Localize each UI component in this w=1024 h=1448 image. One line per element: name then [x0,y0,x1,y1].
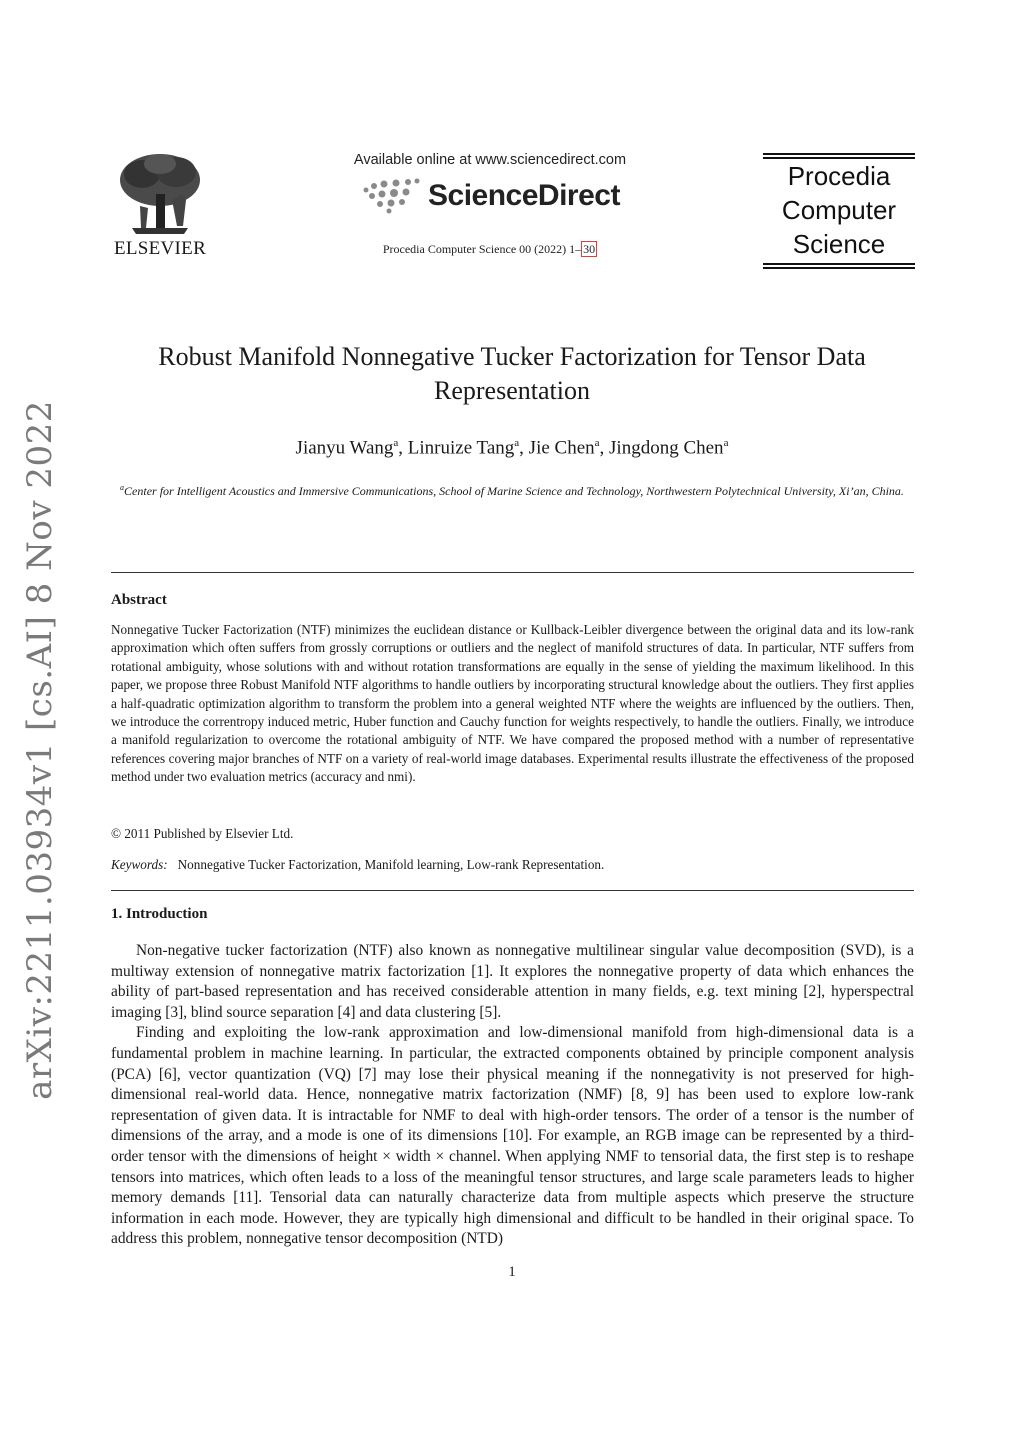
abstract-body: Nonnegative Tucker Factorization (NTF) minimizes the euclidean distance or Kullback-Leibler divergence between the original data and its low-rank approximation which often suffers from grossly corruptions or outliers and the neglect of manifold structures of data. In particular, NTF suffers from rotational ambiguity, whose solutions with and without rotation transformations are equally in the sense of yielding the maximum likelihood. In this paper, we propose three Robust Manifold NTF algorithms to handle outliers by incorporating structural knowledge about the outliers. They first applies a half-quadratic optimization algorithm to transform the problem into a general weighted NTF where the weights are influenced by the outliers. Then, we introduce the correntropy induced metric, Huber function and Cauchy function for weights respectively, to handle the outliers. Finally, we introduce a manifold regularization to overcome the rotational ambiguity of NTF. We have compared the proposed method with a number of representative references covering major branches of NTF on a variety of real-world image databases. Experimental results illustrate the effectiveness of the proposed method under two evaluation metrics (accuracy and nmi). [111,622,914,785]
author-name: Linruize Tang [407,437,515,459]
arxiv-stamp [10,400,70,1100]
affiliation-mark: a [120,483,125,492]
introduction-body [111,941,914,1250]
author-affil-mark: a [393,437,399,449]
elsevier-logo [108,150,212,260]
journal-line-text: Procedia Computer Science 00 (2022) 1– [382,242,582,256]
procedia-journal-box [763,153,915,259]
journal-box-line-1: Procedia [787,161,891,191]
affiliation-text: Center for Intelligent Acoustics and Immersive Communications, School of Marine Science and Technology, Northwestern Polytechnical University, Xi’an, China. [124,484,904,498]
page-number: 1 [508,1264,516,1280]
author-name: Jie Chen [528,437,595,459]
author-separator: , [398,437,408,459]
section-heading-introduction: 1. Introduction [111,906,208,922]
keywords [111,857,914,873]
paper-title [100,340,924,408]
author-affil-mark: a [594,437,600,449]
intro-paragraph-2: Finding and exploiting the low-rank approximation and low-dimensional manifold from high-dimensional data is a fundamental problem in machine learning. In particular, the extracted components obtained by principle component analysis (PCA) [6], vector quantization (VQ) [7] may lose their physical meaning if the nonnegativity is not preserved for high-dimensional real-world data. Hence, nonnegative matrix factorization (NMF) [8, 9] has been used to explore low-rank representation of given data. It is intractable for NMF to deal with high-order tensors. The order of a tensor is the number of dimensions of the array, and a mode is one of its dimensions [10]. For example, an RGB image can be represented by a third-order tensor with the dimensions of height × width × channel. When applying NMF to tensorial data, the first step is to reshape tensors into matrices, which often leads to a loss of the meaningful tensor structures, and large scale parameters leads to higher memory demands [11]. Tensorial data can naturally characterize data from multiple aspects which preserve the structure information in each mode. However, they are typically high dimensional and difficult to be handled in their original space. To address this problem, nonnegative tensor decomposition (NTD) [111,1024,914,1248]
sciencedirect-wordmark: ScienceDirect [428,179,620,212]
author-name: Jingdong Chen [609,437,724,459]
sciencedirect-header [330,152,650,257]
author-separator: , [519,437,529,459]
affiliation [120,479,904,500]
page-range-link[interactable]: 30 [583,242,596,256]
author-affil-mark: a [514,437,520,449]
keywords-label: Keywords: [111,857,168,872]
bottom-rule [763,263,915,269]
author-list [100,437,924,459]
sciencedirect-dots-icon [360,176,422,216]
abstract-heading: Abstract [111,592,167,608]
title-line-2: Representation [434,376,590,405]
arxiv-id: arXiv:2211.03934v1 [cs.AI] 8 Nov 2022 [20,400,61,1100]
divider-top [111,572,914,573]
publisher-name: ELSEVIER [113,238,207,259]
keywords-text: Nonnegative Tucker Factorization, Manifold learning, Low-rank Representation. [177,857,605,872]
journal-box-line-2: Computer [781,195,897,225]
sciencedirect-logo [330,172,650,220]
title-line-1: Robust Manifold Nonnegative Tucker Factorization for Tensor Data [158,342,866,371]
author-name: Jianyu Wang [295,437,394,459]
intro-paragraph-1: Non-negative tucker factorization (NTF) also known as nonnegative multilinear singular value decomposition (SVD), is a multiway extension of nonnegative matrix factorization [1]. It explores the nonnegative property of data which enhances the ability of part-based representation and has received considerable attention in many fields, e.g. text mining [2], hyperspectral imaging [3], blind source separation [4] and data clustering [5]. [111,942,914,1021]
author-separator: , [599,437,610,459]
divider-bottom [111,890,914,891]
journal-box-line-3: Science [792,229,886,259]
available-online: Available online at www.sciencedirect.com [353,152,627,168]
copyright-notice: © 2011 Published by Elsevier Ltd. [111,826,294,841]
journal-citation [330,242,650,257]
elsevier-tree-icon [112,150,208,236]
author-affil-mark: a [723,437,729,449]
